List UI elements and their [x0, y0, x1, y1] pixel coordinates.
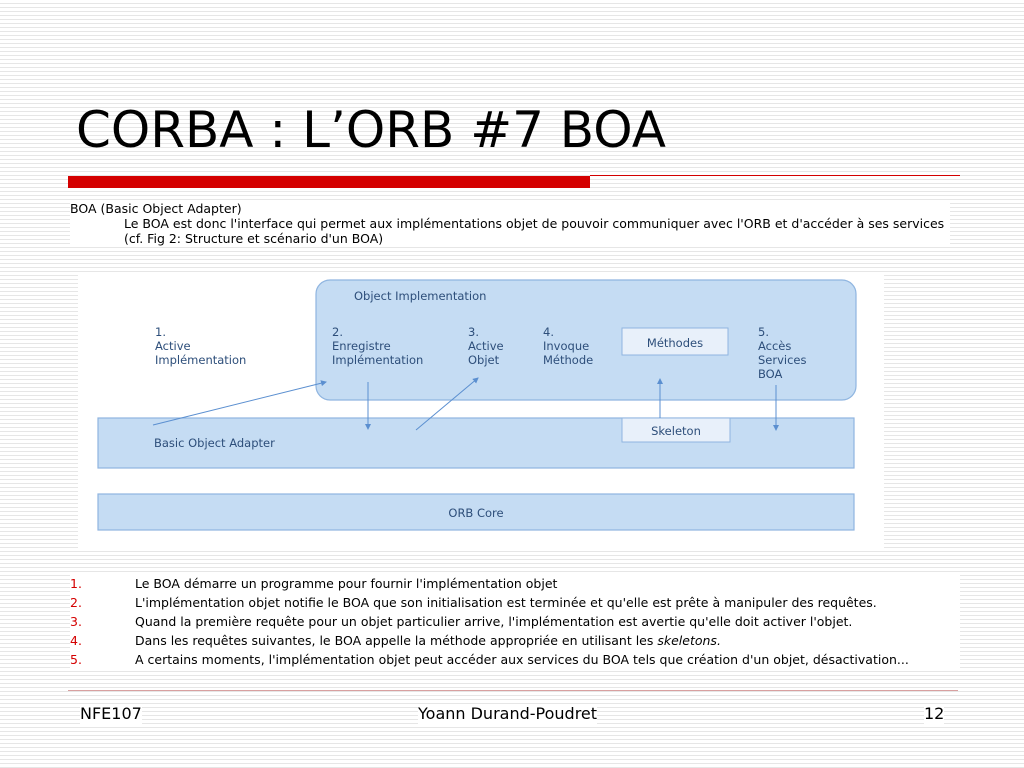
- list-item-text: Le BOA démarre un programme pour fournir l'implémentation objet: [135, 576, 558, 591]
- intro-heading: BOA (Basic Object Adapter): [70, 201, 242, 216]
- list-item-text: L'implémentation objet notifie le BOA que son initialisation est terminée et qu'elle est prête à manipuler des requêtes.: [135, 595, 877, 610]
- svg-text:Accès: Accès: [758, 339, 792, 353]
- svg-text:Active: Active: [468, 339, 504, 353]
- svg-text:Méthode: Méthode: [543, 353, 594, 367]
- svg-text:2.: 2.: [332, 325, 343, 339]
- intro-text: [70, 201, 950, 246]
- svg-text:4.: 4.: [543, 325, 554, 339]
- basic-object-adapter-label: Basic Object Adapter: [154, 436, 275, 450]
- svg-text:BOA: BOA: [758, 367, 783, 381]
- footer-author: Yoann Durand-Poudret: [418, 704, 598, 723]
- list-item: [70, 631, 960, 650]
- methodes-label: Méthodes: [646, 336, 704, 350]
- list-item-number: 1.: [70, 576, 82, 591]
- footer-divider: [68, 690, 958, 691]
- list-item-text: Dans les requêtes suivantes, le BOA appelle la méthode appropriée en utilisant les: [135, 633, 658, 648]
- object-implementation-label: Object Implementation: [354, 289, 487, 303]
- list-item-italic-term: skeletons.: [657, 633, 721, 648]
- svg-text:3.: 3.: [468, 325, 479, 339]
- svg-text:Objet: Objet: [468, 353, 500, 367]
- svg-text:Active: Active: [155, 339, 191, 353]
- title-underline-line: [590, 175, 960, 176]
- svg-text:Invoque: Invoque: [543, 339, 590, 353]
- list-item: [70, 612, 960, 631]
- list-item-number: 4.: [70, 633, 82, 648]
- intro-body: Le BOA est donc l'interface qui permet aux implémentations objet de pouvoir communiquer avec l'ORB et d'accéder à ses services (cf. Fig 2: Structure et scénario d'un BOA): [124, 216, 945, 246]
- list-item: [70, 650, 960, 669]
- skeleton-label: Skeleton: [651, 424, 701, 438]
- title-underline-bar: [68, 176, 590, 188]
- steps-list: [70, 574, 960, 669]
- list-item: [70, 574, 960, 593]
- step-1-label: [155, 325, 246, 367]
- svg-text:Services: Services: [758, 353, 807, 367]
- list-item-text: Quand la première requête pour un objet particulier arrive, l'implémentation est avertie qu'elle doit activer l'objet.: [135, 614, 853, 629]
- boa-diagram-svg: [78, 272, 884, 550]
- svg-text:Implémentation: Implémentation: [332, 353, 424, 367]
- svg-text:1.: 1.: [155, 325, 166, 339]
- svg-text:Implémentation: Implémentation: [155, 353, 247, 367]
- footer-page-number: 12: [924, 704, 945, 723]
- list-item-number: 3.: [70, 614, 82, 629]
- list-item: [70, 593, 960, 612]
- footer-course-code: NFE107: [80, 704, 142, 723]
- boa-diagram: [78, 272, 884, 550]
- svg-text:5.: 5.: [758, 325, 769, 339]
- list-item-text: A certains moments, l'implémentation objet peut accéder aux services du BOA tels que création d'un objet, désactivation...: [135, 652, 909, 667]
- list-item-number: 2.: [70, 595, 82, 610]
- slide-title: CORBA : L’ORB #7 BOA: [76, 101, 666, 159]
- svg-text:Enregistre: Enregistre: [332, 339, 391, 353]
- orb-core-label: ORB Core: [448, 506, 504, 520]
- list-item-number: 5.: [70, 652, 82, 667]
